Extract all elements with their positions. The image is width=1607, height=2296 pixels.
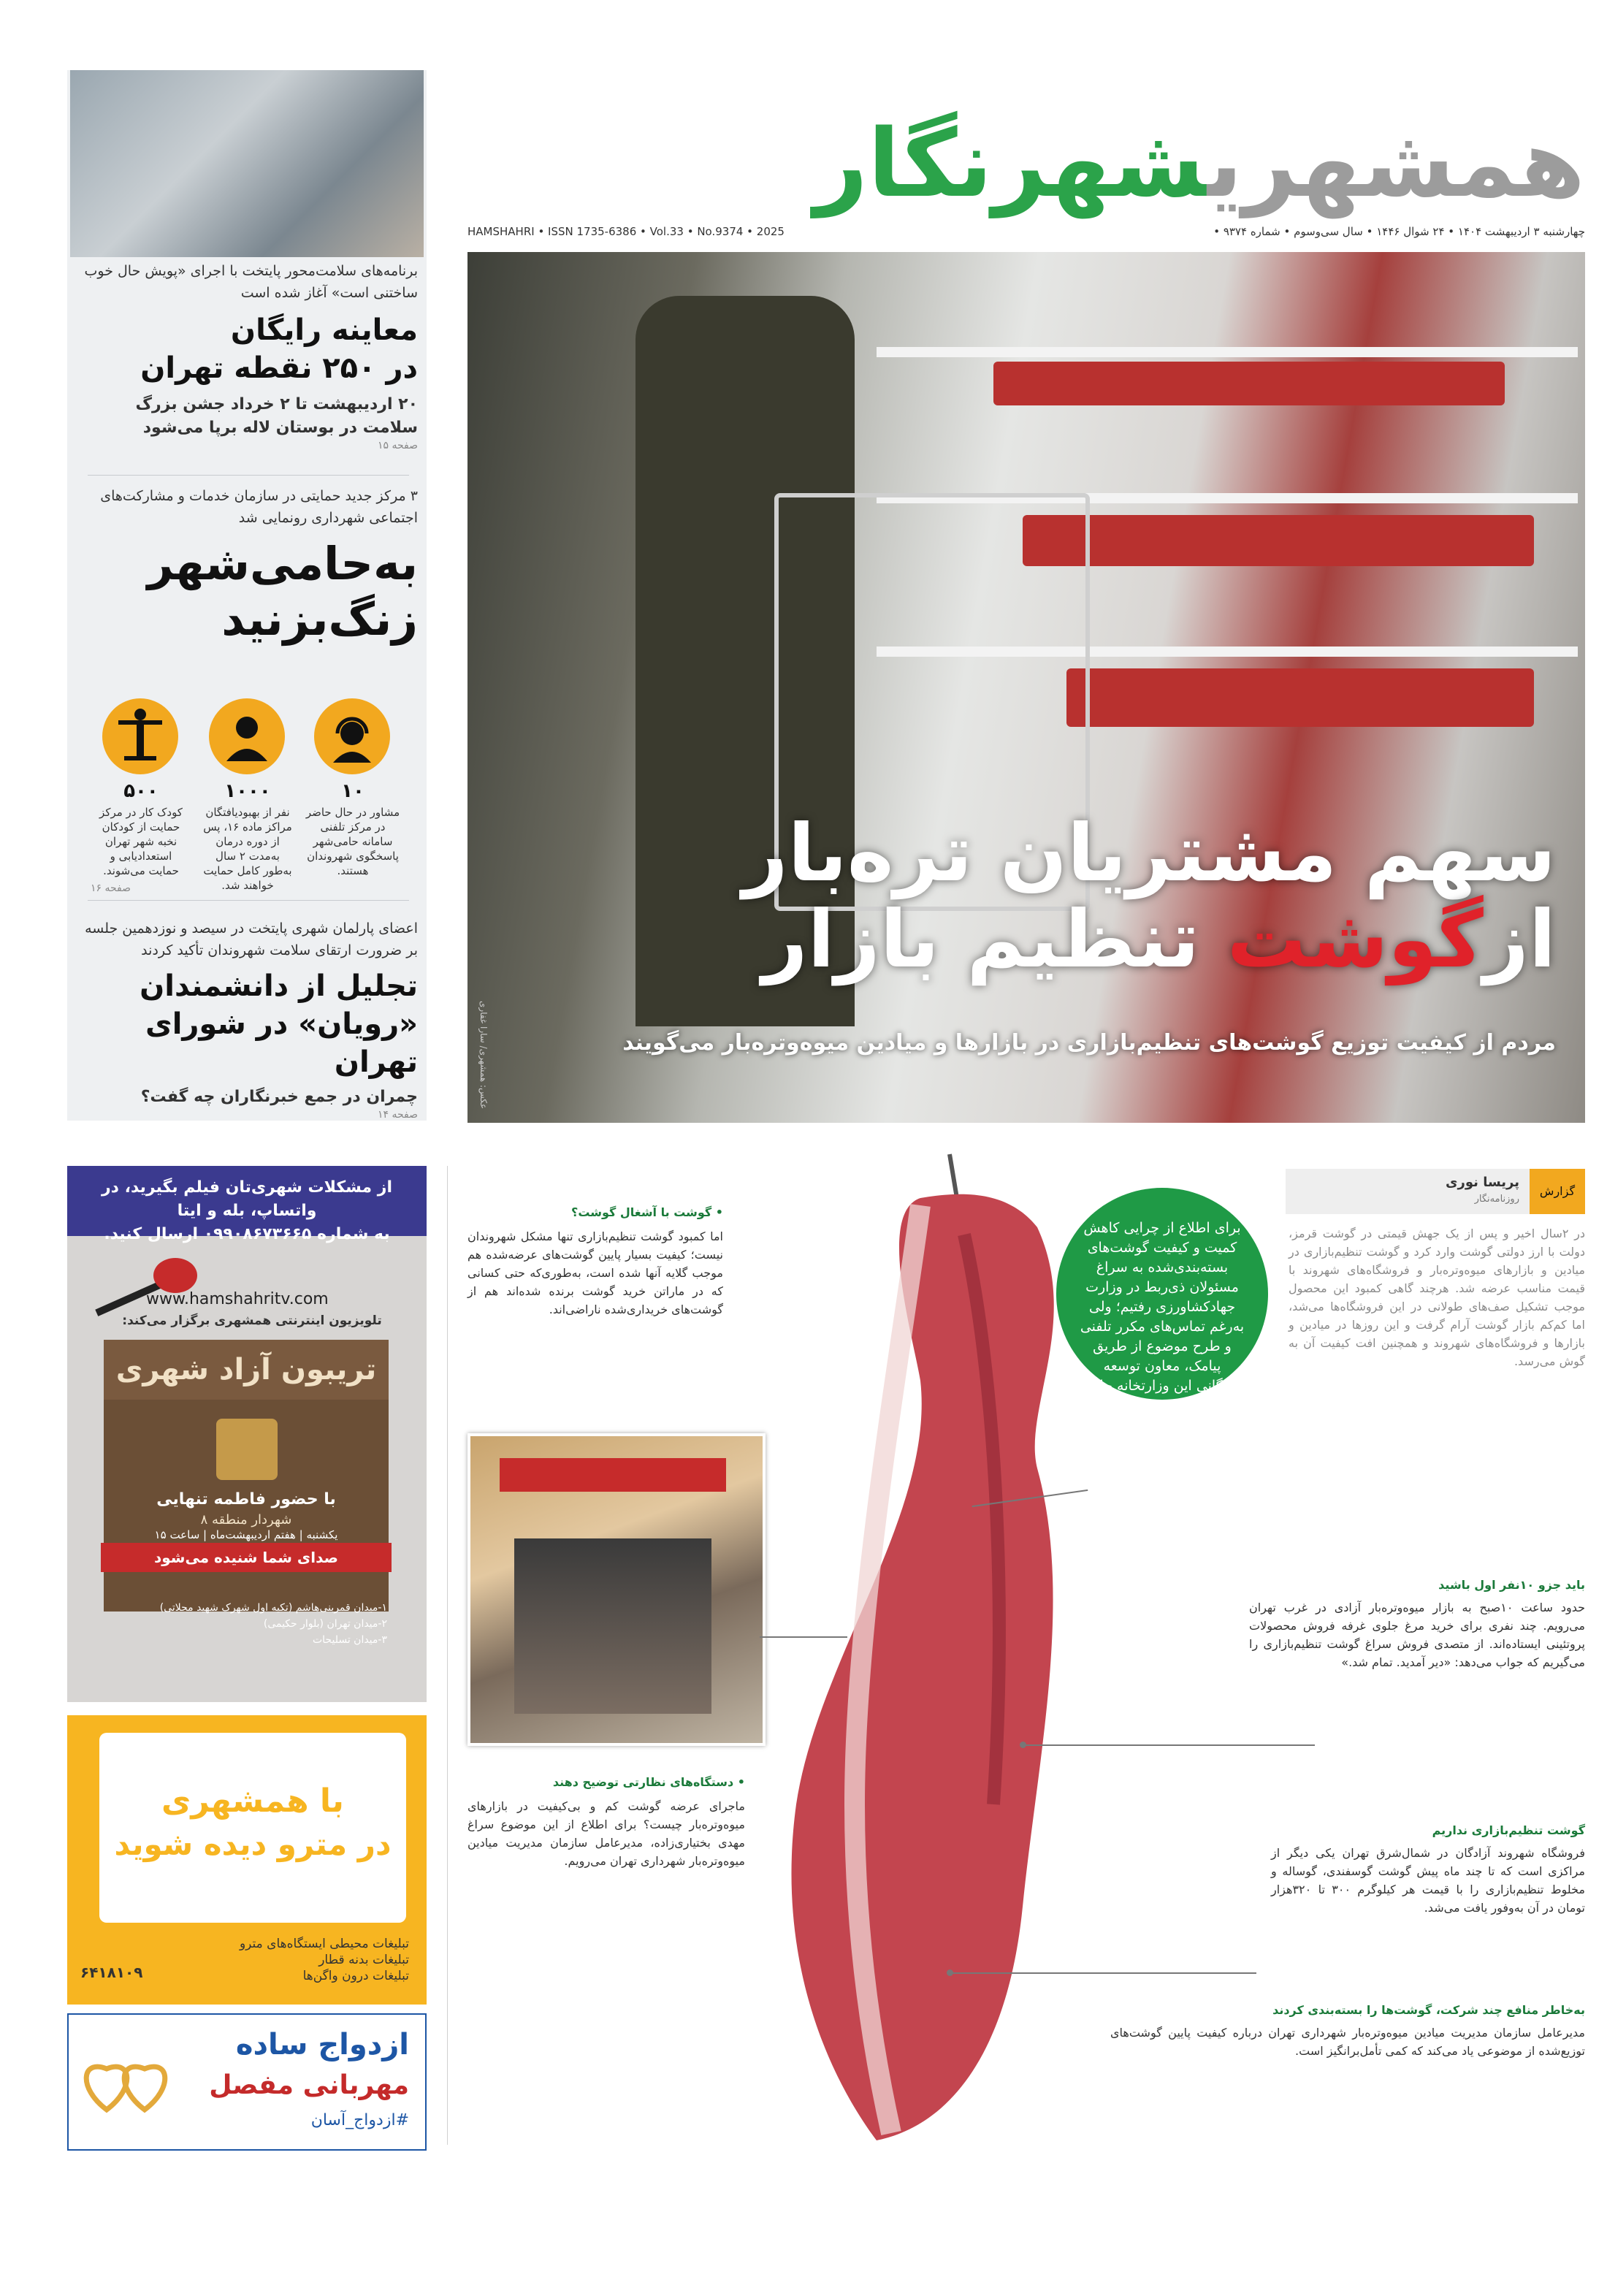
pointer-line (950, 1972, 1256, 1974)
metro-ad-phone[interactable]: ۶۴۱۸۱۰۹ (80, 1964, 143, 1981)
meat-carcass-illustration (730, 1147, 1110, 2170)
logo-hamshahri: همشهری (1207, 110, 1585, 218)
section1-title: • گوشت با آشغال گوشت؟ (571, 1205, 723, 1219)
sidebar-divider (88, 475, 409, 476)
pointer-line (760, 1636, 847, 1638)
tv-ad-place2: ۲-میدان تهران (بلوار حکیمی) (263, 1618, 387, 1630)
story3-kicker: اعضای پارلمان شهری پایتخت در سیصد و نوزدهمین جلسه بر ضرورت ارتقای سلامت شهروندان تأکید کردند (85, 920, 418, 958)
stat1-number: ۱۰ (341, 780, 364, 802)
green-callout: برای اطلاع از چرایی کاهش کمیت و کیفیت گوشت‌های بسته‌بندی‌شده به سراغ مسئولان ذی‌ربط در وزارت جهادکشاورزی رفتیم؛ ولی به‌رغم تماس‌های مکرر تلفنی و طرح موضوع از طریق پیامک، معاون توسعه بازرگانی این وزارتخانه حاضر به پاسخگویی در این باره نشد. (1056, 1188, 1268, 1400)
metro-ad-list3: تبلیغات درون واگن‌ها (302, 1969, 409, 1983)
story2-headline2: زنگ‌بزنید (221, 592, 418, 646)
stat2-number: ۱۰۰۰ (224, 780, 271, 802)
fridge-shelf (877, 347, 1578, 357)
report-tag: گزارش (1530, 1169, 1585, 1214)
tv-ad-banner (67, 1166, 427, 1243)
date-line: چهارشنبه ۳ اردیبهشت ۱۴۰۴ • ۲۴ شوال ۱۴۴۶ • سال سی‌وسوم • شماره ۹۳۷۴ • (1213, 225, 1585, 238)
hero-headline-line2 (743, 894, 1557, 985)
wedding-hashtag[interactable]: #ازدواج_آسان (310, 2111, 409, 2129)
support-person-icon (209, 698, 285, 774)
meat-trays (1023, 515, 1534, 566)
crowd (514, 1538, 711, 1714)
tv-ad-strip: صدای شما شنیده می‌شود (101, 1543, 392, 1572)
report-intro: در ۲سال اخیر و پس از یک جهش قیمتی در گوشت قرمز، دولت با ارز دولتی گوشت وارد کرد و گوشت تنظیم‌بازاری در میادین و بازارهای میوه‌وتره‌بار و فروشگاه‌های شهروند با قیمت مناسب عرضه شد. هرچند گاهی کمبود این محصول موجب تشکیل صف‌های طولانی در این فروشگاه‌ها می‌شد، اما کم‌کم بازار گوشت آرام گرفت و این روزها در میادین و بازارها و فروشگاه‌های شهروند و همچنین افت کیفیت آن به گوش می‌رسد. (1289, 1227, 1586, 1368)
tv-ad-url[interactable]: www.hamshahritv.com (146, 1290, 329, 1308)
pointer-line (1023, 1744, 1315, 1746)
meat-trays (1066, 668, 1534, 727)
story2-page: صفحه ۱۶ (91, 882, 131, 894)
issn-line: HAMSHAHRI • ISSN 1735-6386 • Vol.33 • No.9374 • 2025 (467, 225, 785, 238)
tv-ad-place3: ۳-میدان تسلیحات (312, 1634, 387, 1646)
stat2-text: نفر از بهبودیافتگان مراکز ماده ۱۶، پس از دوره درمان به‌مدت ۲ سال به‌طور کامل حمایت خواهند شد. (203, 806, 292, 892)
stat3-text: کودک کار در مرکز حمایت از کودکان نخبه شهر تهران استعدادیابی و حمایت می‌شوند. (99, 806, 183, 877)
story1-sub: ۲۰ اردیبهشت تا ۲ خرداد جشن بزرگ سلامت در بوستان لاله برپا می‌شود (135, 395, 418, 437)
section4-title: گوشت تنظیم‌بازاری نداریم (1432, 1823, 1585, 1837)
tv-ad-line2: به شماره ۰۹۹۰۸۶۷۳۶۶۵ ارسال کنید. (104, 1225, 390, 1243)
story3-sub: چمران در جمع خبرنگاران چه گفت؟ (140, 1088, 418, 1106)
metro-ad-list1: تبلیغات محیطی ایستگاه‌های مترو (239, 1937, 409, 1951)
tv-ad-sign: تریبون آزاد شهری (104, 1340, 389, 1400)
hero-photo (467, 252, 1585, 1123)
sidebar-photo (70, 70, 424, 257)
section1-body: اما کمبود گوشت تنظیم‌بازاری تنها مشکل شهروندان نیست؛ کیفیت بسیار پایین گوشت‌های عرضه‌شده هم موجب گلایه آنها شده است، به‌طوری‌که حتی کسانی که در ماراتن خرید گوشت برنده شده‌اند هم از گوشت‌های خریداری‌شده ناراضی‌اند. (467, 1229, 723, 1316)
hero-suffix: تنظیم بازار (762, 894, 1200, 985)
logo-shahrnegar: شهرنگار (814, 110, 1207, 218)
tv-ad-role: شهردار منطقه ۸ (200, 1512, 292, 1528)
section2-title: باید جزو ۱۰نفر اول باشید (1438, 1578, 1585, 1592)
metro-ad-list2: تبلیغات بدنه قطار (318, 1953, 409, 1967)
section3-title: • دستگاه‌های نظارتی توضیح دهند (552, 1775, 745, 1789)
shop-sign (500, 1458, 726, 1492)
hero-red-word: گوشت (1226, 894, 1484, 985)
story2-headline1: به‌حامی‌شهر (147, 537, 418, 590)
section3-body: ماجرای عرضه گوشت کم و بی‌کیفیت در بازارهای میوه‌وتره‌بار چیست؟ برای اطلاع از این موضوع سراغ مهدی بختیاری‌زاده، مدیرعامل سازمان مدیریت میادین میوه‌وتره‌بار شهرداری تهران می‌رویم. (467, 1799, 745, 1868)
tv-ad-time: یکشنبه | هفتم اردیبهشت‌ماه | ساعت ۱۵ (154, 1528, 338, 1541)
sidebar-story3[interactable] (82, 918, 418, 1121)
tv-ad-line1: از مشکلات شهری‌تان فیلم بگیرید، در واتساپ، بله و ایتا (101, 1178, 393, 1220)
photo-credit: عکس: همشهری/ سارا غفاری (478, 1001, 489, 1110)
story3-headline1: تجلیل از دانشمندان (140, 969, 418, 1003)
story1-page: صفحه ۱۵ (377, 440, 418, 451)
stat1-text: مشاور در حال حاضر در مرکز تلفنی سامانه حامی‌شهر پاسخگوی شهروندان هستند. (305, 806, 400, 877)
column-rule (447, 1166, 448, 2145)
report-author-role: روزنامه‌نگار (1474, 1194, 1519, 1205)
section2-body: حدود ساعت ۱۰صبح به بازار میوه‌وتره‌بار آزادی در غرب تهران می‌رویم. چند نفری برای خرید مرغ جلوی غرفه فروش محصولات پروتئینی ایستاده‌اند. از متصدی فروش سراغ گوشت تنظیم‌بازاری را می‌گیریم که جواب می‌دهد: «دیر آمدید. تمام شد.» (1249, 1601, 1585, 1669)
wedding-line2: مهربانی مفصل (209, 2070, 409, 2100)
sidebar-divider (88, 900, 409, 901)
story1-headline2: در ۲۵۰ نقطه تهران (140, 351, 418, 385)
sidebar-story2[interactable] (82, 485, 418, 647)
pointer-dot (1020, 1742, 1026, 1748)
hero-subtitle: مردم از کیفیت توزیع گوشت‌های تنظیم‌بازاری در بازارها و میادین میوه‌وتره‌بار می‌گویند (622, 1030, 1556, 1056)
story2-kicker: ۳ مرکز جدید حمایتی در سازمان خدمات و مشارکت‌های اجتماعی شهرداری رونمایی شد (100, 488, 418, 526)
tv-ad-tag: تلویزیون اینترنتی همشهری برگزار می‌کند: (122, 1313, 382, 1328)
story3-headline2: «رویان» در شورای تهران (145, 1007, 418, 1079)
tv-ad-guest: با حضور فاطمه تنهایی (156, 1490, 336, 1509)
metro-ad-line2: در مترو دیده شوید (114, 1826, 392, 1862)
section5-title: به‌خاطر منافع چند شرکت، گوشت‌ها را بسته‌بندی کردند (1272, 2003, 1585, 2017)
masthead-meta (467, 225, 1585, 244)
wedding-line1: ازدواج ساده (235, 2028, 409, 2062)
section5-body: مدیرعامل سازمان مدیریت میادین میوه‌وتره‌بار شهرداری تهران درباره کیفیت پایین گوشت‌های توزیع‌شده از موضوعی یاد می‌کند که کمی تأمل‌برانگیز است. (1110, 2026, 1585, 2058)
story3-page: صفحه ۱۴ (377, 1109, 418, 1121)
tv-ad-place1: ۱-میدان قمربنی‌هاشم (تکیه اول شهرک شهید محلاتی) (159, 1602, 387, 1614)
inset-photo-queue (467, 1433, 766, 1746)
headset-icon (314, 698, 390, 774)
metro-ad-line1: با همشهری (161, 1782, 344, 1820)
masthead-logo[interactable] (467, 110, 1585, 218)
hero-headline[interactable] (742, 808, 1557, 985)
municipality-logo (216, 1419, 278, 1480)
hearts-icon (77, 2037, 180, 2124)
hero-prefix: از (1483, 894, 1556, 985)
child-raised-icon (102, 698, 178, 774)
meat-trays (993, 362, 1505, 405)
report-author: پریسا نوری (1446, 1175, 1519, 1190)
stat3-number: ۵۰۰ (123, 780, 159, 802)
tv-ad-places (110, 1600, 387, 1648)
pointer-dot (947, 1969, 953, 1976)
sidebar-story1[interactable] (82, 260, 418, 451)
section4-body: فروشگاه شهروند آزادگان در شمال‌شرق تهران یکی دیگر از مراکزی است که تا چند ماه پیش گوشت گوسفندی، گوساله و مخلوط تنظیم‌بازاری را با قیمت هر کیلوگرم ۳۰۰ تا ۳۲۰هزار تومان در آن به‌وفور یافت می‌شد. (1271, 1846, 1585, 1915)
story1-kicker: برنامه‌های سلامت‌محور پایتخت با اجرای «پویش حال خوب ساختنی است» آغاز شده است (84, 263, 418, 301)
hero-headline-line1: سهم مشتریان تره‌بار (742, 808, 1556, 899)
story1-headline1: معاینه رایگان (230, 313, 418, 347)
